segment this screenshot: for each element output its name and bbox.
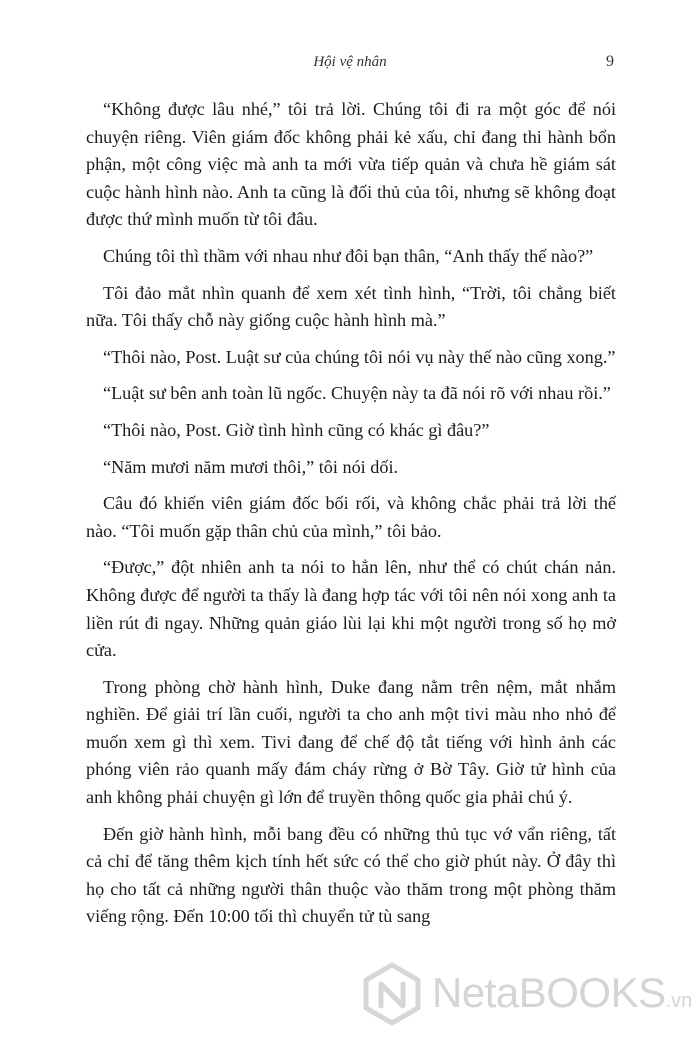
body-text [86,96,616,940]
paragraph: Chúng tôi thì thầm với nhau như đôi bạn thân, “Anh thấy thế nào?” [103,245,594,266]
watermark [362,960,692,1030]
paragraph: “Không được lâu nhé,” tôi trả lời. Chúng tôi đi ra một góc để nói chuyện riêng. Viên giám đốc không phải kẻ xấu, chỉ đang thi hành bổn phận, một công việc mà anh ta mới vừa tiếp quản và chưa hề giám sát cuộc hành hình nào. Anh ta cũng là đối thủ của tôi, nhưng sẽ không đoạt được thứ mình muốn từ tôi đâu. [86,99,616,230]
watermark-text [432,970,692,1024]
watermark-tld: .vn [665,990,693,1012]
running-title: Hội vệ nhân [313,54,387,70]
page-number: 9 [606,53,614,70]
paragraph: “Được,” đột nhiên anh ta nói to hẳn lên, như thể có chút chán nản. Không được để người ta thấy là đang hợp tác với tôi nên nói xong anh ta liền rút đi ngay. Những quản giáo lùi lại khi một người trong số họ mở cửa. [86,557,616,661]
paragraph: “Năm mươi năm mươi thôi,” tôi nói dối. [103,456,399,477]
paragraph: Tôi đảo mắt nhìn quanh để xem xét tình hình, “Trời, tôi chẳng biết nữa. Tôi thấy chỗ này giống cuộc hành hình mà.” [86,282,616,331]
paragraph: “Luật sư bên anh toàn lũ ngốc. Chuyện này ta đã nói rõ với nhau rồi.” [103,383,611,404]
paragraph: Đến giờ hành hình, mỗi bang đều có những thủ tục vớ vẩn riêng, tất cả chỉ để tăng thêm kịch tính hết sức có thể cho giờ phút này. Ở đây thì họ cho tất cả những người thân thuộc vào thăm trong một phòng thăm viếng rộng. Đến 10:00 tối thì chuyển tử tù sang [86,823,616,927]
paragraph: “Thôi nào, Post. Luật sư của chúng tôi nói vụ này thế nào cũng xong.” [103,346,616,367]
paragraph: Câu đó khiến viên giám đốc bối rối, và không chắc phải trả lời thế nào. “Tôi muốn gặp thân chủ của mình,” tôi bảo. [86,493,616,541]
running-header [0,52,700,72]
paragraph: “Thôi nào, Post. Giờ tình hình cũng có khác gì đâu?” [103,419,490,440]
watermark-brand: NetaBOOKS [432,969,666,1016]
netabooks-logo-icon [362,962,422,1026]
paragraph: Trong phòng chờ hành hình, Duke đang nằm trên nệm, mắt nhắm nghiền. Để giải trí lần cuối, người ta cho anh một tivi màu nho nhỏ để muốn xem gì thì xem. Tivi đang để chế độ tắt tiếng với hình ảnh các phóng viên rảo quanh mấy đám cháy rừng ở Bờ Tây. Giờ tử hình của anh không phải chuyện gì lớn để truyền thông quốc gia phải chú ý. [86,676,616,808]
